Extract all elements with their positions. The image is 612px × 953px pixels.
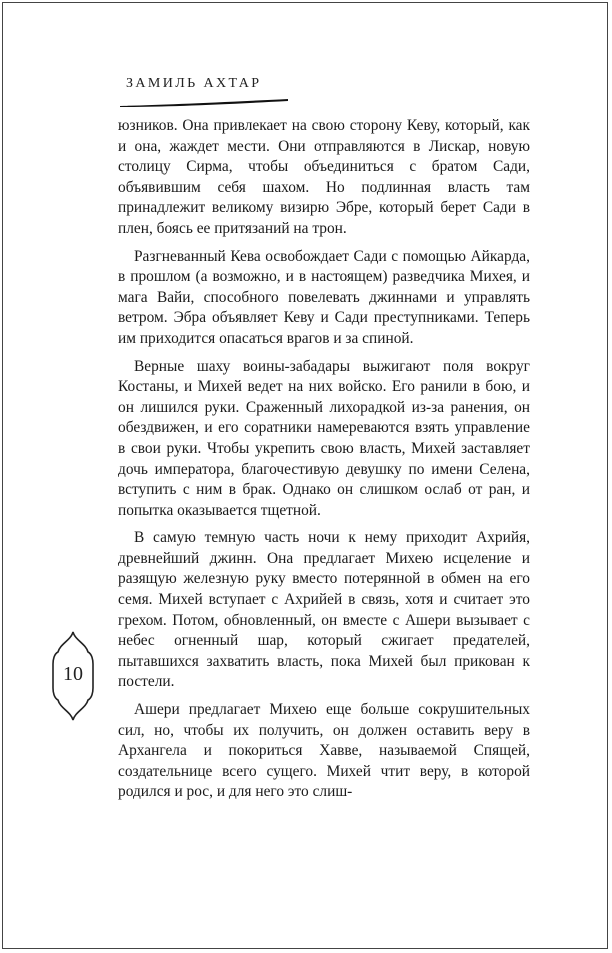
body-text xyxy=(118,116,530,810)
paragraph: юзников. Она привлекает на свою сторону Кеву, который, как и она, жаждет мести. Они отправляются в Лискар, новую столицу Сирма, чтобы объединиться с братом Сади, объявившим себя шахом. Но подлинная власть там принадлежит великому визирю Эбре, который берет Сади в плен, боясь ее притязаний на трон. xyxy=(118,117,530,237)
paragraph: В самую темную часть ночи к нему приходит Ахрийя, древнейший джинн. Она предлагает Михею исцеление и разящую железную руку вместо потерянной в обмен на его семя. Михей вступает с Ахрийей в связь, хотя и считает это грехом. Потом, обновленный, он вместе с Ашери вызывает с небес огненный шар, который сжигает предателей, пытавшихся захватить власть, пока Михей был прикован к постели. xyxy=(118,529,530,691)
page-number: 10 xyxy=(63,663,83,685)
paragraph: Разгневанный Кева освобождает Сади с помощью Айкарда, в прошлом (а возможно, и в настоящем) разведчика Михея, и мага Вайи, способного повелевать джиннами и управлять ветром. Эбра объявляет Кеву и Сади преступниками. Теперь им приходится опасаться врагов и за спиной. xyxy=(118,247,530,347)
running-head: ЗАМИЛЬ АХТАР xyxy=(126,76,262,91)
header-swash-rule xyxy=(118,97,290,109)
page-number-ornament xyxy=(50,630,96,722)
paragraph: Ашери предлагает Михею еще больше сокрушительных сил, но, чтобы их получить, он должен оставить веру в Архангела и покориться Хавве, называемой Спящей, создательнице всего сущего. Михей чтит веру, в которой родился и рос, и для него это слиш- xyxy=(118,701,530,801)
paragraph: Верные шаху воины-забадары выжигают поля вокруг Костаны, и Михей ведет на них войско. Его ранили в бою, и он лишился руки. Сраженный лихорадкой из-за ранения, он обездвижен, и его соратники намереваются взять управление в свои руки. Чтобы укрепить свою власть, Михей заставляет дочь императора, благочестивую девушку по имени Селена, вступить с ним в брак. Однако он слишком ослаб от ран, и попытка оказывается тщетной. xyxy=(118,357,530,519)
